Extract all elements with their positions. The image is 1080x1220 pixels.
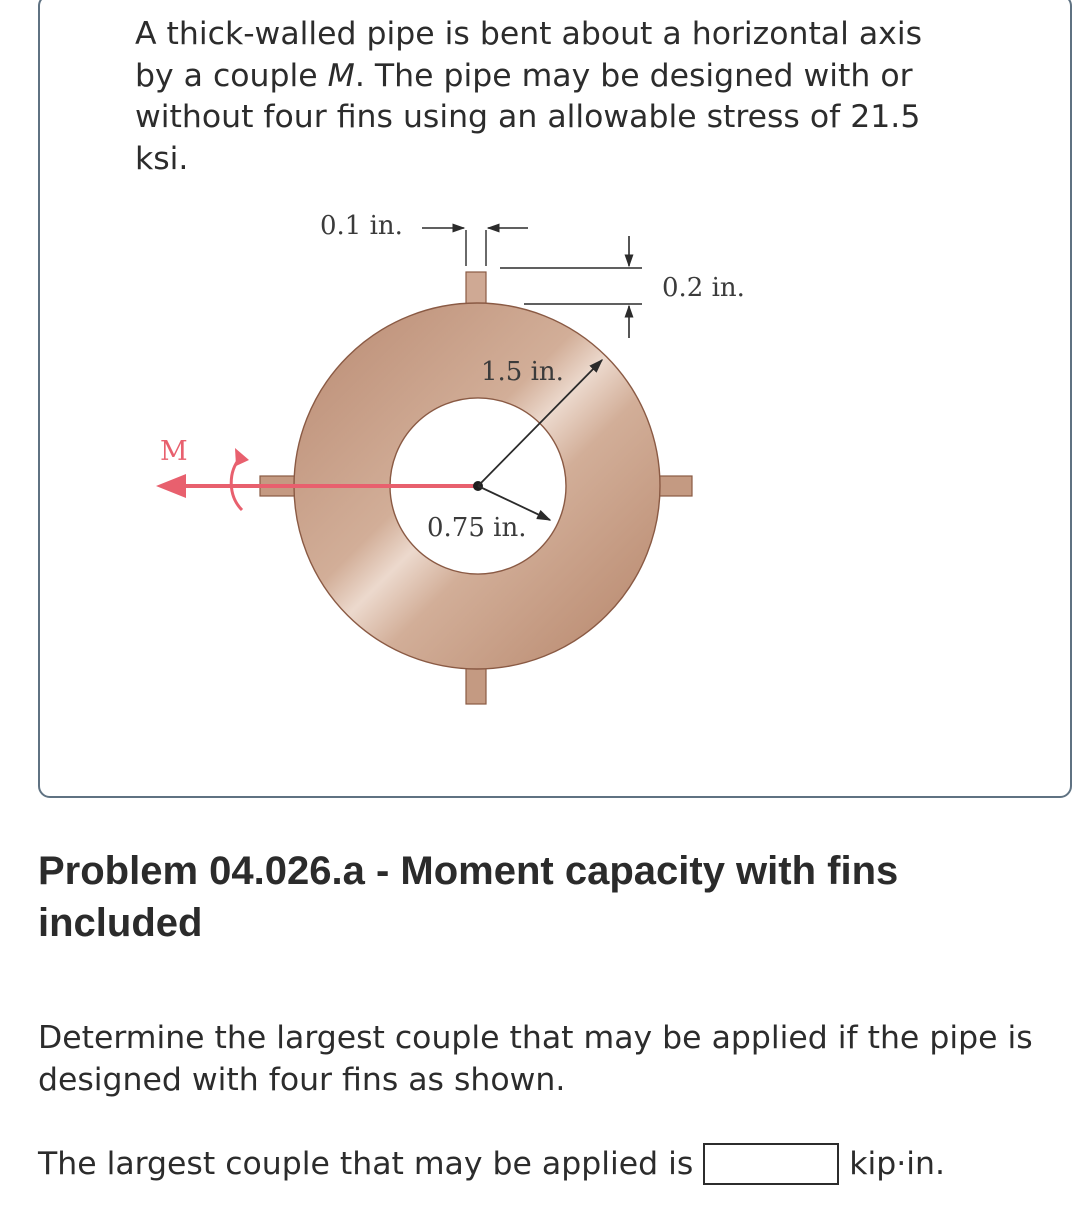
fin-height-label: 0.2 in. [662, 273, 745, 303]
moment-symbol: M [327, 57, 355, 94]
moment-arrow-head [156, 474, 186, 498]
fin-width-label: 0.1 in. [320, 211, 403, 241]
question-text: Determine the largest couple that may be applied if the pipe is designed with four fins as shown. [38, 1020, 1033, 1098]
answer-input[interactable] [703, 1143, 839, 1185]
answer-row [38, 1140, 945, 1188]
problem-statement [135, 14, 955, 180]
problem-section-title: Problem 04.026.a - Moment capacity with fins included [38, 849, 899, 945]
answer-unit: kip·in. [849, 1146, 945, 1182]
pipe-diagram [140, 190, 800, 730]
moment-label: M [160, 436, 188, 467]
moment-rotation-head [235, 448, 249, 466]
pipe-figure [140, 190, 800, 730]
inner-radius-label: 0.75 in. [427, 513, 527, 543]
answer-prefix: The largest couple that may be applied is [38, 1146, 694, 1182]
outer-radius-label: 1.5 in. [481, 357, 564, 387]
problem-text-end: . The pipe may be designed with or without four fins using an allowable stress of 21.5 ksi. [135, 57, 921, 177]
problem-text-start: A thick-walled pipe is bent about a horizontal axis by a couple [135, 16, 922, 94]
